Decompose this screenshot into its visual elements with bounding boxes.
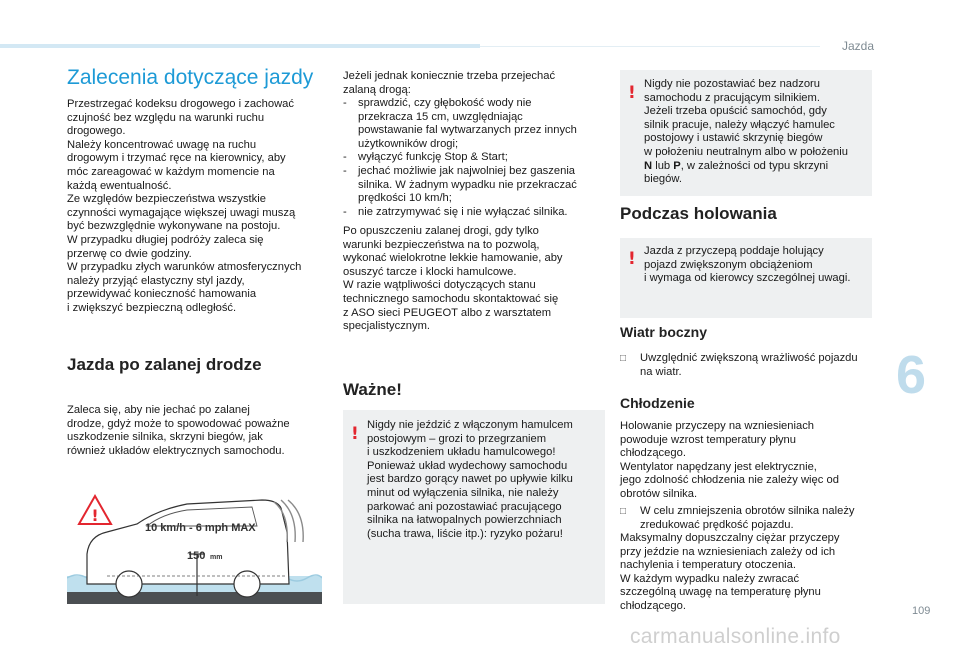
header-accent-bar	[0, 44, 480, 48]
watermark: carmanualsonline.info	[630, 625, 841, 648]
warning-icon: !	[628, 83, 636, 103]
list-item: - nie zatrzymywać się i nie wyłączać silnika.	[343, 206, 605, 220]
depth-value: 150	[187, 550, 206, 562]
important-warning-box	[343, 410, 605, 604]
unattended-warning-lub: lub	[652, 159, 674, 172]
depth-unit: mm	[210, 554, 223, 561]
towing-warning-text: Jazda z przyczepą poddaje holujący pojazd zwiększonym obciążeniom i wymaga od kierowcy szczególnej uwagi.	[644, 245, 851, 285]
after-flooded-road-text: Po opuszczeniu zalanej drogi, gdy tylko warunki bezpieczeństwa na to pozwolą, wykonać wielokrotne lekkie hamowanie, aby osuszyć tarcze i klocki hamulcowe. W razie wątpliwości dotyczących stanu technicznego samochodu skontaktować się z ASO sieci PEUGEOT albo z warsztatem specjalistycznym.	[343, 225, 563, 333]
warning-icon: !	[351, 424, 359, 444]
towing-heading: Podczas holowania	[620, 204, 777, 223]
flooded-road-illustration	[67, 492, 322, 604]
section-title: Jazda	[841, 39, 874, 53]
list-item: - wyłączyć funkcję Stop & Start;	[343, 151, 605, 165]
driving-advice-text: Przestrzegać kodeksu drogowego i zachować czujność bez względu na warunki ruchu drogowego. Należy koncentrować uwagę na ruchu drogowym i trzymać ręce na kierownicy, aby móc zareagować w każdym momencie na każdą ewentualność. Ze względów bezpieczeństwa wszystkie czynności wymagające większej uwagi muszą być bezwzględnie wykonywane na postoju. W przypadku długiej podróży zaleca się przerwę co dwie godziny. W przypadku złych warunków atmosferycznych należy przyjąć elastyczny styl jazdy, przewidywać konieczność hamowania i zwiększyć bezpieczną odległość.	[67, 98, 302, 314]
gear-n: N	[644, 159, 653, 172]
page-title: Zalecenia dotyczące jazdy	[67, 66, 314, 89]
header-rule	[480, 46, 820, 47]
unattended-warning-box	[620, 70, 872, 196]
important-heading: Ważne!	[343, 380, 402, 399]
unattended-warning-text-b: , w zależności od typu skrzyni biegów.	[644, 159, 829, 186]
rear-wheel	[234, 571, 260, 597]
cooling-item: □ W celu zmniejszenia obrotów silnika należy zredukować prędkość pojazdu.	[620, 505, 895, 532]
car-outline	[87, 500, 289, 584]
page-number: 109	[912, 605, 931, 617]
gear-p: P	[673, 159, 681, 172]
flooded-road-steps	[343, 97, 605, 219]
warning-icon: !	[628, 249, 636, 269]
cooling-text: Holowanie przyczepy na wzniesieniach powoduje wzrost temperatury płynu chłodzącego. Wentylator napędzany jest elektrycznie, jego zdolność chłodzenia nie zależy więc od obrotów silnika.	[620, 420, 839, 500]
towing-warning-box	[620, 238, 872, 318]
speed-label: 10 km/h - 6 mph MAX	[145, 522, 256, 534]
important-warning-text: Nigdy nie jeździć z włączonym hamulcem postojowym – grozi to przegrzaniem i uszkodzeniem układu hamulcowego! Ponieważ układ wydechowy samochodu jest bardzo gorący nawet po upływie kilku minut od wyłączenia silnika, nie należy parkować ani pozostawiać pracującego silnika na łatwopalnych powierzchniach (sucha trawa, liście itp.): ryzyko pożaru!	[367, 419, 573, 540]
front-wheel	[116, 571, 142, 597]
flooded-road-intro: Jeżeli jednak koniecznie trzeba przejechać zalaną drogą:	[343, 70, 556, 96]
list-item: - jechać możliwie jak najwolniej bez gaszenia silnika. W żadnym wypadku nie przekraczać prędkości 10 km/h;	[343, 165, 605, 206]
cooling-heading: Chłodzenie	[620, 395, 695, 411]
chapter-number: 6	[896, 345, 927, 405]
flooded-road-heading: Jazda po zalanej drodze	[67, 355, 262, 374]
unattended-warning-text-a: Nigdy nie pozostawiać bez nadzoru samochodu z pracującym silnikiem. Jeżeli trzeba opuścić samochód, gdy silnik pracuje, należy włączyć hamulec postojowy i ustawić skrzynię biegów w położeniu neutralnym albo w położeniu	[644, 78, 848, 158]
flooded-road-text: Zaleca się, aby nie jechać po zalanej drodze, gdyż może to spowodować poważne uszkodzenie silnika, skrzyni biegów, jak również układów elektrycznych samochodu.	[67, 404, 290, 457]
unattended-warning-text	[644, 78, 870, 187]
list-item: - sprawdzić, czy głębokość wody nie przekracza 15 cm, uwzględniając powstawanie fal wytwarzanych przez innych użytkowników drogi;	[343, 97, 605, 151]
crosswind-item: □ Uwzględnić zwiększoną wrażliwość pojazdu na wiatr.	[620, 352, 895, 379]
cooling-trailer-text: Maksymalny dopuszczalny ciężar przyczepy przy jeździe na wzniesieniach zależy od ich nachylenia i temperatury otoczenia. W każdym wypadku należy zwracać szczególną uwagę na temperaturę płynu chłodzącego.	[620, 532, 840, 612]
road-surface	[67, 592, 322, 604]
warning-triangle-mark: !	[91, 506, 99, 525]
crosswind-heading: Wiatr boczny	[620, 324, 707, 340]
